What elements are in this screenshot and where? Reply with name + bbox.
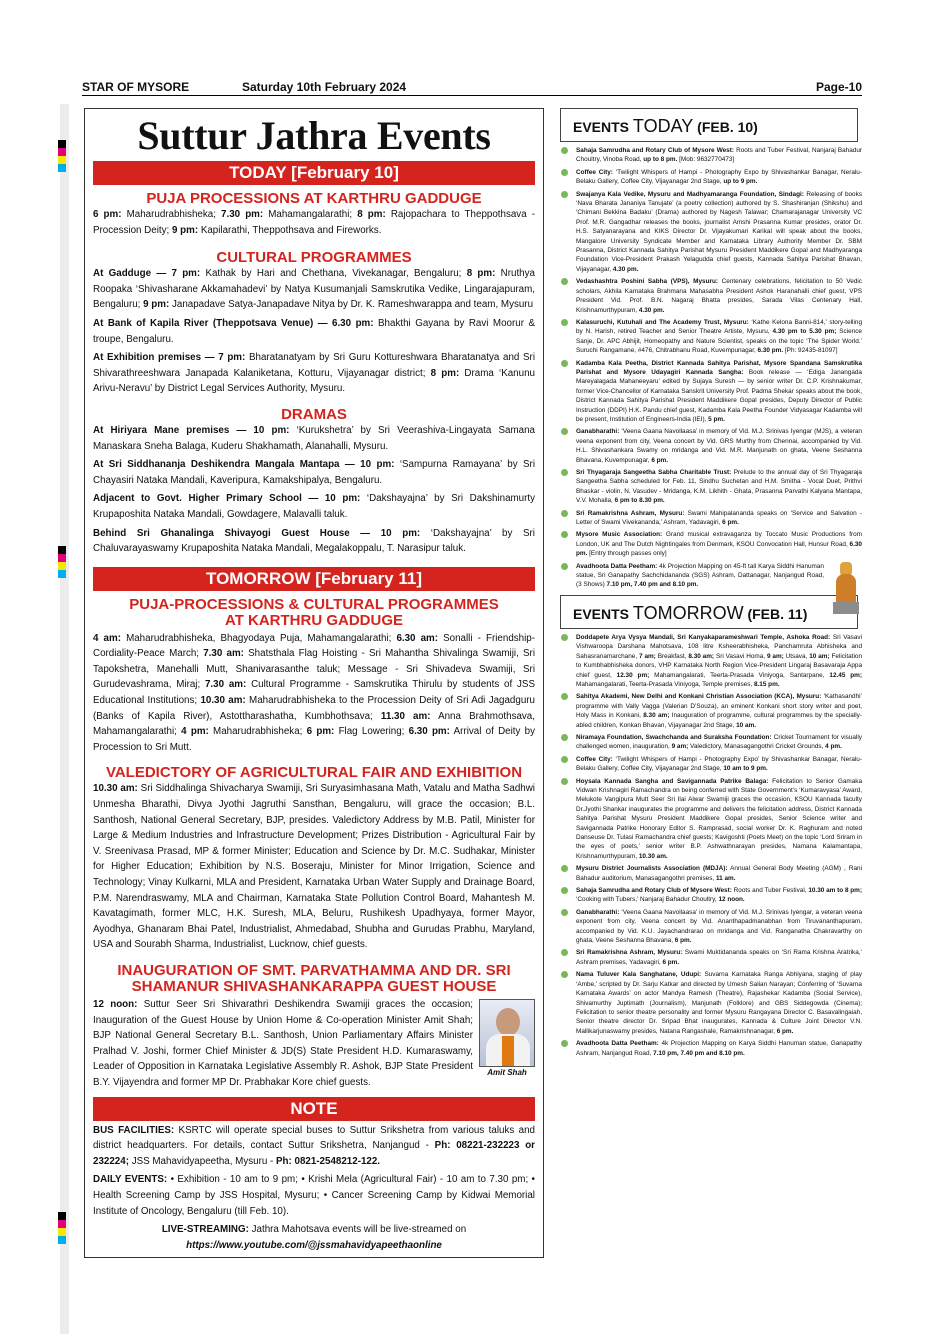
live-text: Jathra Mahotsava events will be live-streamed on	[248, 1224, 467, 1236]
bullet-icon	[561, 865, 568, 872]
event-item: Ganabharathi: ‘Veena Gaana Navollaasa’ in memory of Vid. M.J. Srinivas Iyengar (MJS), a veteran veena exponent from city, Veena concert by Vid. GRS Murthy from Chennai, accompanied by Vid. H.L. Shivashankara Swamy on mridanga and Vid. M.R. Manjunath on ghata, Veene Seshanna Bhavana, Kuvempunagar, 6 pm.	[556, 427, 862, 465]
bold-run: Doddapete Arya Vysya Mandali, Sri Kanyakaparameshwari Temple, Ashoka Road:	[576, 633, 831, 641]
registration-marks-middle	[58, 546, 66, 578]
events-tomorrow-box	[560, 595, 858, 629]
bold-run: up to 9 pm.	[723, 178, 758, 186]
inauguration-heading-line2: SHAMANUR SHIVASHANKARAPPA GUEST HOUSE	[131, 977, 497, 995]
bullet-icon	[561, 756, 568, 763]
events-label: EVENTS	[573, 119, 633, 135]
suttur-jathra-column	[84, 108, 544, 1258]
bold-run: 9 am;	[671, 743, 689, 751]
event-item: Nama Tuluver Kala Sanghatane, Udupi: Suvarna Karnataka Ranga Abhiyana, staging of play ‘Ambe,’ scripted by Dr. Sarju Katkar and directed by Umesh Salian Narayan; Conferring of ‘Suvarna Karnataka Awards’ on actor Mandya Ramesh (Theatre), Rajashekar Kadamba (Social Service), Shivamurthy Juptimath (Journalism), Manjunath (Folklore) and GBS Siddegowda (Cinema); Felicitation to senior theatre personality and former Mysuru Rangayana Director C. Basavalingaiah, Senior theatre director Dr. Sripad Bhat inaugurates, Kannada & Culture Joint Director V.N. Mallikarjunaswamy presides, Natana Rangashale, Ramakrishnanagar, 6 pm.	[556, 970, 862, 1036]
bold-run: 8.30 am;	[643, 712, 670, 720]
bold-run: 7.30 pm:	[221, 209, 264, 220]
event-item: Sahaja Samrudha and Rotary Club of Mysore West: Roots and Tuber Festival, 10.30 am to 8 pm; ‘Cooking with Tubers,’ Nanjaraj Bahadur Choultry, 12 noon.	[556, 886, 862, 905]
bold-run: 9 am;	[766, 652, 784, 660]
events-today-box	[560, 108, 858, 142]
paragraph: At Bank of Kapila River (Theppotsava Venue) — 6.30 pm: Bhakthi Gayana by Ravi Moorur & troupe, Bengaluru.	[93, 317, 535, 345]
bold-run: 8 pm:	[466, 268, 496, 280]
bold-run: Mysore Music Association:	[576, 531, 663, 539]
event-item: Coffee City: ‘Twilight Whispers of Hampi - Photography Expo by Shivashankar Banagar, Neralu-Belaku Gallery, Coffee City, Vijayanagar 2nd Stage, up to 9 pm.	[556, 168, 862, 187]
bullet-icon	[561, 531, 568, 538]
cultural-heading: CULTURAL PROGRAMMES	[216, 249, 412, 267]
bullet-icon	[561, 887, 568, 894]
page-number: Page-10	[815, 80, 862, 94]
bullet-icon	[561, 634, 568, 641]
tomorrow-word: TOMORROW	[632, 602, 744, 623]
bold-run: Vedashashtra Poshini Sabha (VPS), Mysuru:	[576, 278, 719, 286]
bullet-icon	[561, 510, 568, 517]
bold-run: 7.10 pm, 7.40 pm and 8.10 pm.	[653, 1049, 745, 1057]
bold-run: 12.30 pm;	[616, 671, 650, 679]
bullet-icon	[561, 693, 568, 700]
events-column	[556, 108, 862, 1061]
bold-run: 9 pm:	[171, 224, 199, 236]
bullet-icon	[561, 278, 568, 285]
bold-run: 8 pm:	[357, 209, 386, 220]
tomorrow-date: (FEB. 11)	[743, 605, 808, 622]
bold-run: 10 am.	[736, 721, 757, 729]
bold-run: 12 noon.	[718, 896, 745, 904]
event-item: Swajanya Kala Vedike, Mysuru and Madhyamaranga Foundation, Sindagi: Releasing of books ‘Nava Bharata Jananiya Tanujate’ (a poetry collection) authored by S. Shashiranjan (Shikshu) and ‘Chimani Bekkina Badaku’ (Drama) authored by Nagesh Talawar; Chamarajanagar University VC Prof. M.R. Gangadhar releases the books, journalist Amshi Prasanna Kumar presides, orator Dr. H.S. Satyanarayana and KIKS Director Dr. Vijayakumari Karikal will speak about the books, Mangalore University Syndicate Member and Karnataka Library Authority Member Dr. SBM Prasanna, District Kannada Sahitya Parishat Mysuru President Maddikere Gopal and Madhyaranga Foundation Vice-President Prakash Yelagudda chief guests, Kannada Sahitya Parishat Bhavan, Vijayanagar, 4.30 pm.	[556, 190, 862, 275]
event-item: Mysore Music Association: Grand musical extravaganza by Toccato Music Productions from London, UK and The Dutch Nightingales from Denmark, KSOU Convocation Hall, Hunsur Road, 6.30 pm. [Entry through passes only]	[556, 530, 862, 558]
bold-run: Kadamba Kala Peetha, District Kannada Sahitya Parishat, Mysore Spandana Samskrutika Parishat and Mysore Udayagiri Kannada Sangha:	[576, 359, 862, 376]
note-banner: NOTE	[93, 1097, 535, 1121]
bold-run: 6.30 pm.	[576, 540, 862, 558]
bold-run: 4.30 pm to 5.30 pm;	[772, 328, 837, 336]
bullet-icon	[561, 469, 568, 476]
publication-name: STAR OF MYSORE	[82, 80, 190, 94]
bold-run: Sahaja Samrudha and Rotary Club of Mysore West:	[576, 147, 734, 154]
live-label: LIVE-STREAMING:	[161, 1224, 249, 1236]
bullet-icon	[561, 778, 568, 785]
bold-run: Behind Sri Ghanalinga Shivayogi Guest House — 10 pm:	[93, 527, 421, 539]
bold-run: 10 am to 9 pm.	[723, 765, 768, 773]
bold-run: Sri Ramakrishna Ashram, Mysuru:	[576, 509, 685, 517]
bold-run: 8.30 am;	[688, 652, 715, 660]
paragraph: At Sri Siddhananja Deshikendra Mangala Mantapa — 10 pm: ‘Sampurna Ramayana’ by Sri Chayasiri Nataka Mandali, Kaveripura, Kamakshipalya, Bengaluru.	[93, 459, 535, 486]
bold-run: At Sri Siddhananja Deshikendra Mangala Mantapa — 10 pm:	[93, 459, 395, 471]
bold-run: 10.30 am:	[93, 783, 138, 795]
bullet-icon	[561, 319, 568, 326]
bold-run: Nama Tuluver Kala Sanghatane, Udupi:	[576, 971, 702, 979]
paragraph: At Exhibition premises — 7 pm: Bharatanatyam by Sri Guru Kottureshwara Bharatanatya and Sri Shivarathreeshwara Janapada Kalaniketana, Kotturu, Vijayanagar district; 8 pm: Drama ‘Kanunu Arivu-Neravu’ by District Legal Services Authority, Mysuru.	[93, 352, 535, 395]
bold-run: Kalasuruchi, Kutuhali and The Academy Trust, Mysuru:	[576, 318, 749, 326]
bold-run: 8 pm:	[430, 367, 460, 379]
bold-run: 5 pm.	[708, 415, 725, 423]
bold-run: 12.45 pm;	[829, 671, 862, 679]
event-item: Mysuru District Journalists Association (MDJA): Annual General Body Meeting (AGM) , Rani Bahadur auditorium, Manasagangothri premises, 11 am.	[556, 864, 862, 883]
event-item: Sahitya Akademi, New Delhi and Konkani Christian Association (KCA), Mysuru: ‘Kathasandhi’ programme with Vally Vagga (Valerian D’Souza), an eminent Konkani short story writer and poet, Holy Mass in Konkani, 8.30 am; Inauguration of programme, cultural programmes by the specially-abled children, Konkan Bhavan, Vijayanagar 2nd Stage, 10 am.	[556, 692, 862, 730]
cultural-list	[85, 266, 543, 397]
inauguration-text: 12 noon: Suttur Seer Sri Shivarathri Deshikendra Swamiji graces the occasion; Inauguration of the Guest House by Union Home & Co-operation Minister Amit Shah; BJP National General Secretary B.L. Santhosh, Union Parliamentary Affairs Minister Pralhad V. Joshi, former Chief Minister & JD(S) State President H.D. Kumaraswamy, Leader of Opposition in Karnataka Legislative Assembly R. Ashok, BJP State President B.Y. Vijayendra and former MP Dr. Prabhakar Kore chief guests.	[93, 998, 474, 1088]
today-date: (FEB. 10)	[693, 119, 758, 135]
bold-run: 11.30 am:	[380, 710, 431, 722]
paragraph: Behind Sri Ghanalinga Shivayogi Guest House — 10 pm: ‘Dakshayajna’ by Sri Chaluvarayaswamy Krupaposhita Nataka Mandali, Megalakoppalu, T. Narasipur taluk.	[93, 527, 535, 555]
bold-run: 6 pm to 8.30 pm.	[614, 497, 665, 505]
issue-date: Saturday 10th February 2024	[242, 80, 407, 94]
bullet-icon	[561, 949, 568, 956]
today-events-list	[556, 146, 862, 590]
event-item: Sri Thyagaraja Sangeetha Sabha Charitable Trust: Prelude to the annual day of Sri Thyagaraja Sangeetha Sabha scheduled for Feb. 11, Sindhu Suchetan and H.M. Smitha - Vocal Duet, Prithvi Bhaskar - violin, N. Vasudev - Mridanga, K.M. Likhith - Ghata, Prasanna Parvathi Kalyana Mantapa, V.V. Mohalla, 6 pm to 8.30 pm.	[556, 468, 862, 506]
bold-run: 4.30 pm.	[638, 306, 665, 314]
puja-heading: PUJA PROCESSIONS AT KARTHRU GADDUGE	[146, 190, 482, 207]
bold-run: 4.30 pm.	[612, 265, 639, 273]
valedictory-heading: VALEDICTORY OF AGRICULTURAL FAIR AND EXHIBITION	[105, 764, 523, 782]
bullet-icon	[561, 428, 568, 435]
bold-run: Avadhoota Datta Peetham:	[576, 562, 658, 570]
bold-run: BUS FACILITIES:	[93, 1124, 175, 1136]
page-title: Suttur Jathra Events	[137, 113, 491, 158]
bullet-icon	[561, 169, 568, 176]
event-item: Avadhoota Datta Peetham: 4k Projection Mapping on 45-ft tall Karya Siddhi Hanuman statue, Sri Ganapathy Sachchidananda (SGS) Ashram, Dattanagar, Nanjangud Road, (3 Shows) 7.10 pm, 7.40 pm and 8.10 pm.	[556, 562, 862, 590]
bold-run: 6 pm.	[651, 456, 669, 464]
bold-run: 6 pm:	[306, 726, 335, 738]
event-item: Coffee City: ‘Twilight Whispers of Hampi - Photography Expo’ by Shivashankar Banagar, Neralu-Belaku Gallery, Coffee City, Vijayanagar 2nd Stage, 10 am to 9 pm.	[556, 755, 862, 774]
bold-run: Avadhoota Datta Peetham:	[576, 1040, 659, 1048]
bold-run: up to 8 pm.	[643, 156, 678, 164]
live-stream-link[interactable]: https://www.youtube.com/@jssmahavidyapeethaonline	[186, 1239, 442, 1251]
bold-run: Ph: 0821-2548212-122.	[276, 1155, 381, 1167]
bullet-icon	[561, 563, 568, 570]
bold-run: 8.15 pm.	[753, 680, 780, 688]
event-item: Hoysala Kannada Sangha and Savigannada Patrike Balaga: Felicitation to Senior Gamaka Vidwan Krishnagiri Ramachandra on being conferred with State Government’s ‘Kumaravyasa’ Award, Melukote Vangipura Mutt Seer Sri Ilai Alwar Swamiji graces the occasion, KSOU Kannada faculty Dr.Jyothi Shankar inaugurates the programme and delivers the felicitation address, District Kannada Sahitya Parishat Mysuru President Maddikere Gopal presides, Senior Science writer and Savigannada Patrike Honorary Editor S. Ramprasad, social worker Dr. K. Raghuram and noted Danseuse Dr. Tulasi Ramachandra chief guests; Kavigoshti (Poets Meet) on the topic ‘Lord Sriram in the eyes of poets,’ senior writer B.P. Ashwathnarayan presides, Namana Kalamantapa, Krishnamurthypuram, 10.30 am.	[556, 777, 862, 862]
bold-run: Coffee City:	[576, 755, 613, 763]
left-gutter	[60, 104, 69, 1334]
bold-run: 4 pm:	[181, 726, 209, 738]
daily-events-text: DAILY EVENTS: • Exhibition - 10 am to 9 pm; • Krishi Mela (Agricultural Fair) - 10 am to 7.30 pm; • Health Screening Camp by JSS Hospital, Mysuru; • Cancer Screening Camp by Kidwai Memorial Institute of Oncology, Bengaluru (till Feb. 10).	[93, 1174, 535, 1217]
event-item: Sri Ramakrishna Ashram, Mysuru: Swami Mahipalananda speaks on ‘Service and Salvation - Letter of Swami Vivekananda,’ Ashram, Yadavagiri, 6 pm.	[556, 509, 862, 528]
events-label: EVENTS	[573, 605, 633, 622]
bold-run: 10.30 am:	[200, 695, 246, 707]
bold-run: 6 pm.	[674, 937, 692, 945]
bold-run: Mysuru District Journalists Association (MDJA):	[576, 865, 728, 873]
bold-run: Sahitya Akademi, New Delhi and Konkani Christian Association (KCA), Mysuru:	[576, 693, 822, 701]
tomorrow-events-list	[556, 633, 862, 1058]
bold-run: 6 pm:	[93, 209, 122, 220]
bold-run: Hoysala Kannada Sangha and Savigannada Patrike Balaga:	[576, 777, 769, 785]
portrait-image	[479, 999, 535, 1067]
bold-run: Sri Ramakrishna Ashram, Mysuru:	[576, 949, 683, 957]
event-item: Sahaja Samrudha and Rotary Club of Mysore West: Roots and Tuber Festival, Nanjaraj Bahadur Choultry, Vinoba Road, up to 8 pm. [Mob: 9632770473]	[556, 146, 862, 165]
bold-run: Ganabharathi:	[576, 908, 620, 916]
bold-run: Coffee City:	[576, 168, 613, 176]
bold-run: 7.30 am:	[204, 679, 247, 691]
bold-run: Ganabharathi:	[576, 428, 620, 436]
puja2-heading-line1: PUJA-PROCESSIONS & CULTURAL PROGRAMMES	[129, 595, 499, 613]
event-item: Kalasuruchi, Kutuhali and The Academy Trust, Mysuru: ‘Kathe Kelona Banni-814,’ story-telling by N. Harish, retired Teacher and Senior Theatre Artiste, Mysuru, 4.30 pm to 5.30 pm; Science Sanje, Dr. APC Abhijit, Homeopathy and Nature Scientist, speaks on the topic ‘The Spider World.’ Suruchi Rangamane, #476, Chitrabhanu Road, Kuvempunagar, 6.30 pm. [Ph: 92435-81097]	[556, 318, 862, 356]
dramas-heading: DRAMAS	[281, 405, 347, 423]
today-banner: TODAY [February 10]	[93, 161, 535, 185]
valedictory-text: 10.30 am: Sri Siddhalinga Shivacharya Swamiji, Sri Suryasimhasana Math, Vatalu and Matha Sadhwi Unmesha Bharathi, Divya Jyothi Jagruthi Sansthan, Bengaluru, will grace the occasion; B.L. Santhosh, National General Secretary, BJP, presides. Valedictory Address by M.B. Patil, Minister for Large & Medium Industries and Infrastructure Development; Prizes Distribution - Agricultural Fair by V. Sreenivasa Prasad, MP & former Minister; Education and Science by Dr. M.C. Sudhakar, Minister for Higher Education; Exhibition by N.S. Boseraju, Minister for Minor Irrigation, Science and Technology; Vinay Kulkarni, MLA and President, Karnataka Urban Water Supply and Drainage Board, P.M. Narendraswamy, MLA and Chairman, Karnataka State Pollution Control Board, Mahantesh M. Kavatagimath, former MLC, H.K. Suresh, MLA, Beluru, Rushikesh Upadhyaya, former Mayor, Ayodhya, Ghanaram Bhai Patel, Industrialist, Ahmedabad, Shubha and Gurudas Prabhu, Maryland, USA and Sourabh Sharma, Industrialist, Lucknow, chief guests.	[93, 783, 535, 951]
bullet-icon	[561, 734, 568, 741]
bus-facilities-text: BUS FACILITIES: KSRTC will operate special buses to Suttur Srikshetra from various taluks and district headquarters. For details, contact Suttur Srikshetra, Nanjangud - Ph: 08221-232223 or 232224; JSS Mahavidyapeetha, Mysuru - Ph: 0821-2548212-122.	[93, 1124, 536, 1167]
event-item: Niramaya Foundation, Swachchanda and Suraksha Foundation: Cricket Tournament for visually challenged women, inauguration, 9 am; Valedictory, Manasagangothri Cricket Grounds, 4 pm.	[556, 733, 862, 752]
bold-run: 6 pm.	[662, 958, 680, 966]
bold-run: 6 pm.	[776, 1027, 794, 1035]
event-item: Vedashashtra Poshini Sabha (VPS), Mysuru: Centenary celebrations, felicitation to 50 Vedic scholars, Akhila Karnataka Brahmana Mahasabha President Ashok Haranahalli chief guest, VPS President Vid. Prof. B.N. Nagaraj Bhatta presides, Sarada Vilas Centenary Hall, Krishnamurthypuram, 4.30 pm.	[556, 277, 862, 315]
bold-run: Niramaya Foundation, Swachchanda and Suraksha Foundation:	[576, 733, 772, 741]
bold-run: Sri Thyagaraja Sangeetha Sabha Charitable Trust:	[576, 469, 732, 476]
bold-run: 4 am:	[93, 632, 121, 644]
dramas-list	[85, 423, 543, 557]
event-item: Ganabharathi: ‘Veena Gaana Navollaasa’ in memory of Vid. M.J. Srinivas Iyengar, a veteran veena exponent from city, Veena concert by Vid. Ananthapadmanabhan from Tiruvananthapuram, accompanied by Vid. K.U. Jayachandrarao on mridanga and Vid. Ranganatha Chakravarthy on ghata, Veene Seshanna Bhavana, 6 pm.	[556, 908, 862, 946]
bold-run: 7.10 pm, 7.40 pm and 8.10 pm.	[606, 581, 699, 589]
bullet-icon	[561, 191, 568, 198]
registration-marks-top	[58, 140, 66, 172]
bold-run: Adjacent to Govt. Higher Primary School — 10 pm:	[93, 493, 361, 505]
event-item: Kadamba Kala Peetha, District Kannada Sahitya Parishat, Mysore Spandana Samskrutika Parishat and Mysore Udayagiri Kannada Sangha: Book release — ‘Ediga Janangada Mareyalagada Mahaneeyaru’ edited by Sujaya Suresh — by senior writer Dr. C.P. Krishnakumar, former Vice-Chancellor of Karnataka Sanskrit University Prof. Padma Shekar speaks about the book, District Kannada Sahitya Parishat President Maddikere Gopal presides, Deputy Director of Public Instruction (DDPI) H.K. Pandu chief guest, Kadamba Kala Peetha Founder Vidyasagar Kadamba will be present, Institution of Engineers-India (IEI), 5 pm.	[556, 359, 862, 425]
bold-run: 7 am;	[639, 652, 656, 660]
event-item: Sri Ramakrishna Ashram, Mysuru: Swami Muktidananda speaks on ‘Sri Rama Krishna Aratrika,’ Ashram premises, Yadavagiri, 6 pm.	[556, 948, 862, 967]
event-item: Doddapete Arya Vysya Mandali, Sri Kanyakaparameshwari Temple, Ashoka Road: Sri Vasavi Vishwaroopa Darshana Mahotsava, 108 litre Ksheerabhisheka, Panchamruta Abhisheka and Sahasranamarchane, 7 am; Breakfast, 8.30 am; Sri Vasavi Homa, 9 am; Utsava, 10 am; Felicitation to Kumbhabhisheka donors, VHP Karnataka North Region Vice-President Lingaraj Basavaraja Appa chief guest, 12.30 pm; Mahamangalarati, Teerta-Prasada Viniyoga, Santarpane, 12.45 pm; Mahamangalarati, Teerta-Prasada Viniyoga, Temple premises, 8.15 pm.	[556, 633, 862, 689]
bold-run: Ph: 08221-232223 or 232224;	[93, 1140, 535, 1167]
photo-caption: Amit Shah	[487, 1067, 527, 1077]
registration-marks-bottom	[58, 1212, 66, 1244]
bold-run: DAILY EVENTS:	[93, 1174, 168, 1186]
bold-run: 4 pm.	[825, 743, 842, 751]
tomorrow-banner: TOMORROW [February 11]	[93, 567, 535, 591]
bold-run: Sahaja Samrudha and Rotary Club of Mysore West:	[576, 887, 732, 895]
paragraph: At Hiriyara Mane premises — 10 pm: ‘Kurukshetra’ by Sri Veerashiva-Lingayata Samana Manaskara Sneha Balaga, Kuderu Shakhamath, Alanahalli, Mysuru.	[93, 424, 535, 452]
bullet-icon	[561, 360, 568, 367]
event-item: Avadhoota Datta Peetham: 4k Projection Mapping on Karya Siddhi Hanuman statue, Ganapathy Ashram, Nanjangud Road, 7.10 pm, 7.40 pm and 8.10 pm.	[556, 1039, 862, 1058]
bold-run: 12 noon:	[93, 998, 138, 1010]
bold-run: 10 am;	[809, 652, 830, 660]
bold-run: 9 pm:	[143, 299, 170, 311]
bold-run: Swajanya Kala Vedike, Mysuru and Madhyamaranga Foundation, Sindagi:	[576, 190, 804, 198]
bullet-icon	[561, 1040, 568, 1047]
bullet-icon	[561, 971, 568, 978]
amit-shah-photo	[479, 999, 535, 1078]
bullet-icon	[561, 147, 568, 154]
paragraph: Adjacent to Govt. Higher Primary School — 10 pm: ‘Dakshayajna’ by Sri Dakshinamurty Krupaposhita Nataka Mandali, Gowdagere, Malavalli taluk.	[93, 493, 536, 520]
bold-run: 7.30 am:	[203, 648, 244, 660]
bold-run: 6.30 pm.	[757, 347, 784, 355]
bold-run: 6.30 am:	[396, 632, 439, 644]
puja2-text: 4 am: Maharudrabhisheka, Bhagyodaya Puja, Mahamangalarathi; 6.30 am: Sonalli - Friendship-Cordiality-Peace March; 7.30 am: Shatsthala Flag Hoisting - Sri Mahantha Shivalinga Swamiji, Sri Tapokshetra, Manehalli Mutt, Shanivarasanthe taluk; Message - Sri Shivadeva Swamiji, Sri Gurudevashrama, Miraj; 7.30 am: Cultural Programme - Samskrutika Thirulu by students of JSS Educational Institutions; 10.30 am: Maharudrabhisheka to the Procession Deity of Sri Adi Jagadguru (Banks of Kapila River), Astottharashatha, Kumbhothsava; 11.30 am: Anna Brahmothsava, Mahamangalarathi; 4 pm: Maharudrabhisheka; 6 pm: Flag Lowering; 6.30 pm: Arrival of Deity by Procession to Sri Mutt.	[93, 632, 536, 753]
live-streaming-text	[85, 1222, 543, 1238]
hanuman-statue-image	[830, 562, 862, 614]
today-word: TODAY	[632, 116, 694, 136]
bold-run: At Bank of Kapila River (Theppotsava Venue) — 6.30 pm:	[93, 317, 374, 329]
bold-run: At Gadduge — 7 pm:	[93, 268, 201, 280]
bold-run: At Exhibition premises — 7 pm:	[93, 352, 246, 364]
puja2-heading-line2: AT KARTHRU GADDUGE	[224, 611, 404, 629]
inauguration-heading-line1: INAUGURATION OF SMT. PARVATHAMMA AND DR. SRI	[117, 961, 511, 979]
bold-run: 6 pm.	[722, 519, 739, 527]
paragraph: At Gadduge — 7 pm: Kathak by Hari and Chethana, Vivekanagar, Bengaluru; 8 pm: Nruthya Roopaka ‘Shivasharane Akkamahadevi’ by Natya Kusumanjali Samskrutika Vedike, Lingarajapuram, Bengaluru; 9 pm: Janapadave Satya-Janapadave Nitya by Dr. K. Rameshwarappa and team, Mysuru	[93, 268, 535, 311]
bold-run: 6.30 pm:	[408, 726, 450, 738]
bold-run: 10.30 am to 8 pm;	[808, 887, 862, 895]
bold-run: 10.30 am.	[638, 852, 668, 860]
inauguration-block	[85, 997, 543, 1091]
page-header	[82, 80, 862, 96]
bold-run: At Hiriyara Mane premises — 10 pm:	[93, 424, 290, 436]
bullet-icon	[561, 909, 568, 916]
puja-text: 6 pm: Maharudrabhisheka; 7.30 pm: Mahamangalarathi; 8 pm: Rajopachara to Theppothsava - Procession Deity; 9 pm: Kapilarathi, Theppothsava and Fireworks.	[93, 209, 536, 236]
bold-run: 11 am.	[715, 874, 736, 882]
